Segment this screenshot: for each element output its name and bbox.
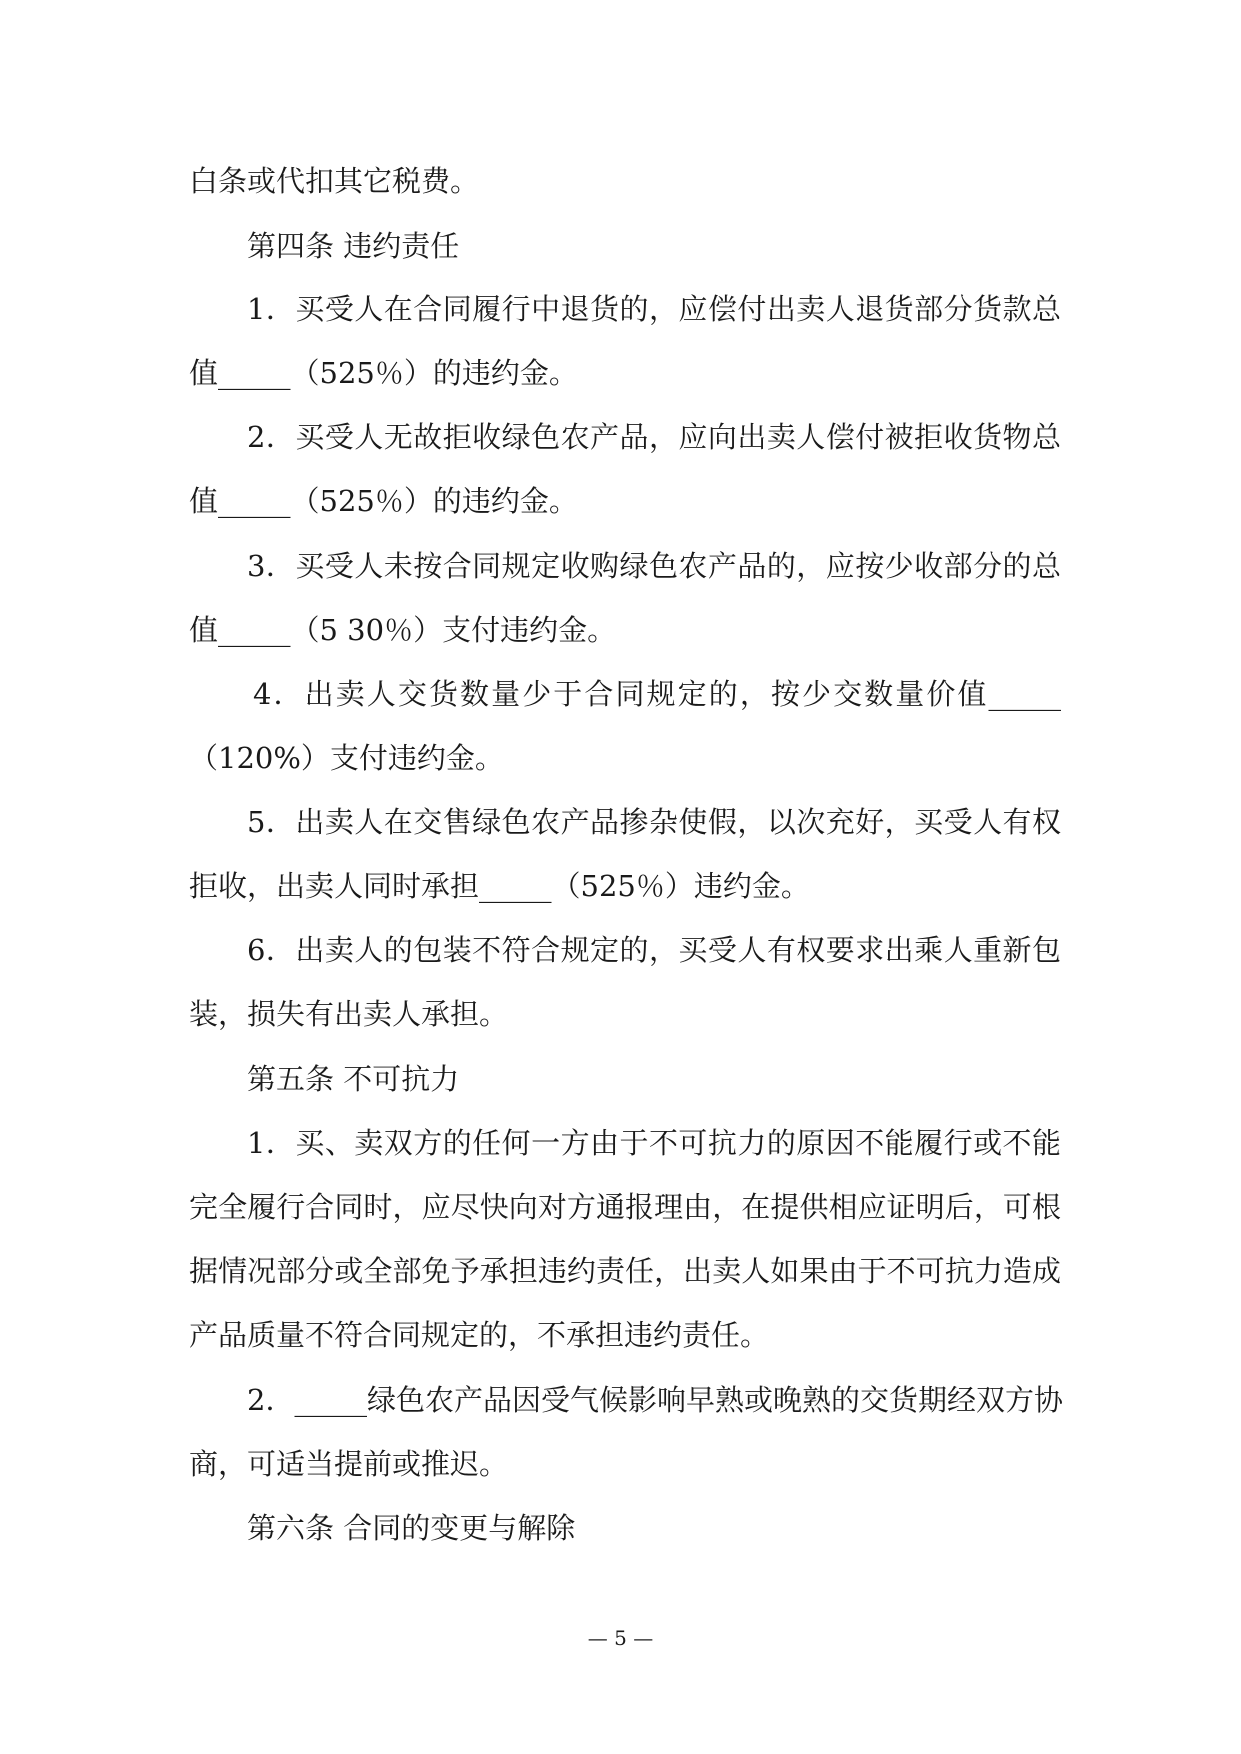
page-number: — 5 —	[587, 1626, 654, 1650]
clause-4-4-line-1: 4．出卖人交货数量少于合同规定的，按少交数量价值_____	[253, 677, 1061, 711]
clause-5-1-line-2: 完全履行合同时，应尽快向对方通报理由，在提供相应证明后，可根	[189, 1190, 1061, 1224]
section-heading-article-4: 第四条 违约责任	[247, 229, 460, 263]
clause-5-1-line-3: 据情况部分或全部免予承担违约责任，出卖人如果由于不可抗力造成	[189, 1254, 1061, 1288]
clause-5-2-line-2: 商，可适当提前或推迟。	[189, 1447, 509, 1481]
section-heading-article-5: 第五条 不可抗力	[247, 1062, 460, 1096]
paragraph-line: 白条或代扣其它税费。	[189, 164, 480, 198]
clause-5-1-line-1: 1．买、卖双方的任何一方由于不可抗力的原因不能履行或不能	[247, 1126, 1061, 1160]
clause-4-1-line-1: 1．买受人在合同履行中退货的，应偿付出卖人退货部分货款总	[247, 292, 1061, 326]
clause-4-2-line-2: 值_____（525％）的违约金。	[189, 484, 578, 518]
clause-4-4-line-2: （120%）支付违约金。	[189, 741, 504, 775]
clause-4-3-line-1: 3．买受人未按合同规定收购绿色农产品的，应按少收部分的总	[247, 549, 1061, 583]
clause-4-1-line-2: 值_____（525％）的违约金。	[189, 356, 578, 390]
clause-4-6-line-2: 装，损失有出卖人承担。	[189, 997, 509, 1031]
clause-4-5-line-2: 拒收，出卖人同时承担_____（525％）违约金。	[189, 869, 810, 903]
clause-4-3-line-2: 值_____（5 30％）支付违约金。	[189, 613, 617, 647]
clause-5-1-line-4: 产品质量不符合同规定的，不承担违约责任。	[189, 1318, 770, 1352]
clause-5-2-line-1: 2．_____绿色农产品因受气候影响早熟或晚熟的交货期经双方协	[247, 1383, 1063, 1417]
section-heading-article-6: 第六条 合同的变更与解除	[247, 1511, 576, 1545]
clause-4-5-line-1: 5．出卖人在交售绿色农产品掺杂使假，以次充好，买受人有权	[247, 805, 1061, 839]
clause-4-2-line-1: 2．买受人无故拒收绿色农产品，应向出卖人偿付被拒收货物总	[247, 420, 1061, 454]
clause-4-6-line-1: 6．出卖人的包装不符合规定的，买受人有权要求出乘人重新包	[247, 933, 1061, 967]
